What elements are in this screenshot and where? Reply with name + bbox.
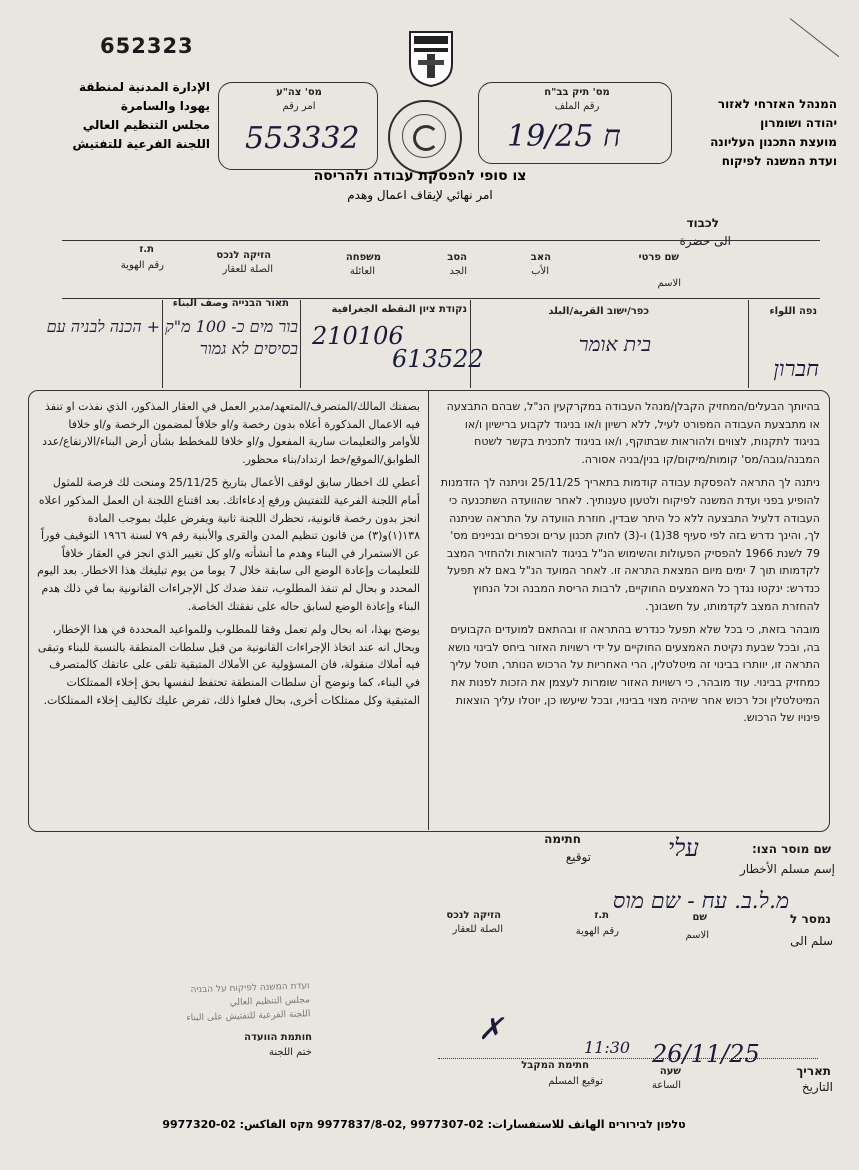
- receipt-date-ar: التاريخ: [801, 1080, 833, 1094]
- order-label-he: מס' צה"ע: [276, 87, 322, 98]
- field-coordinate-ar: النقطه الجغرافية: [331, 304, 416, 315]
- field-grandfather-he: הסב: [447, 252, 467, 263]
- receipt-time-ar: الساعة: [651, 1080, 681, 1091]
- file-label-ar: رقم الملف: [554, 101, 600, 112]
- header-ar-line: الإدارة المدنية لمنطقة: [79, 80, 210, 94]
- deliverer-signature-ar: توقيع: [565, 850, 591, 864]
- receipt-signature-mark: ✗: [478, 1012, 504, 1047]
- header-ar-line: مجلس التنظيم العالي: [82, 118, 210, 132]
- field-coordinate-label: [332, 304, 467, 315]
- delivered-name-ar: الاسم: [685, 930, 709, 941]
- title-he: צו סופי להפסקת עבודה ולהריסה: [313, 168, 527, 184]
- header-ar-line: اللجنة الفرعية للتفتيش: [72, 137, 210, 151]
- field-family-he: משפחה: [345, 252, 381, 263]
- order-number-box: [218, 82, 378, 170]
- document-number: 652323: [100, 34, 194, 58]
- field-village-he: כפר/ישוב: [607, 306, 649, 317]
- coordinate-y-value: 613522: [392, 345, 484, 373]
- field-description-he: תאור הבנייה: [231, 298, 289, 309]
- body-he-paragraph: מובהר בזאת, כי בכל שלא תפעל כנדרש בהתראה זו ובהתאם למועדים הקבועים בה, ובכל שבעת נקיטת האמצעים החוקיים על ידי רשויות האזור ביחס לבינוי נושא התראה זו, יוותרו בבינוי זה מיטלטלין, הרי האחריות על הרכוש הנותר, תוטל עליך כמחזיק בבינוי. עוד מובהר, כי רשויות האזור שומרות לעצמן את הזכות לפנות את המיטלטלין וכל רכוש אחר שיהיה מצוי בבינוי, ובכל שיעשו כן, יוטלו עליך הוצאות פינויו של הרכוש.: [447, 623, 820, 725]
- file-number-value: 19/25 ח: [507, 119, 621, 154]
- title-ar: امر نهائي لإيقاف اعمال وهدم: [347, 188, 493, 202]
- header-ar-line: يهودا والسامرة: [120, 99, 210, 113]
- header-he-line: מועצת התכנון העליונה: [710, 135, 837, 149]
- footer-contact: טלפון לבירורים الهاتف للاستفسارات: 02-9977307 ,02-9977837/8 מקס الفاكس: 02-9977320: [162, 1118, 686, 1131]
- description-value: בור מים כ- 100 מ"ק + הכנה לבניה עם בסיסים לא גמור: [46, 317, 298, 358]
- field-holding-he: הזיקה לנכס: [216, 250, 271, 261]
- receipt-signature-he: חתימת המקבל: [521, 1060, 589, 1071]
- round-seal: [388, 100, 462, 174]
- body-divider: [428, 390, 429, 830]
- delivered-label-ar: سلم الى: [790, 934, 833, 948]
- village-value: בית אומר: [578, 332, 651, 356]
- delivered-name-he: שם: [692, 912, 707, 923]
- field-village-ar: القرية/البلد: [548, 306, 604, 317]
- body-hebrew: [438, 398, 820, 823]
- field-father-ar: الأب: [531, 266, 549, 277]
- location-col-line: [748, 300, 749, 388]
- field-id-ar: رقم الهوية: [120, 260, 164, 271]
- receipt-time-value: 11:30: [584, 1038, 631, 1057]
- order-label-ar: امر رقم: [282, 101, 316, 112]
- stamp-line: اللجنة الفرعية للتفتيش على البناء: [186, 1009, 311, 1024]
- field-private-name-ar: الاسم: [657, 278, 681, 289]
- field-father-he: האב: [530, 252, 551, 263]
- field-grandfather-ar: الجد: [449, 266, 467, 277]
- person-row-line: [62, 240, 820, 241]
- delivered-label-he: נמסר ל: [790, 912, 831, 926]
- body-arabic: [36, 398, 420, 823]
- receipt-row-line: [438, 1058, 818, 1059]
- recipient-he: לכבוד: [686, 216, 719, 230]
- arabic-header: [60, 78, 210, 154]
- header-he-line: המנהל האזרחי לאזור: [717, 97, 837, 111]
- corner-pen-mark: [790, 18, 839, 57]
- body-ar-paragraph: أعطي لك اخطار سابق لوقف الأعمال بتاريخ 25/11/25 ومنحت لك فرصة للمثول أمام اللجنة الفرعية للتفتيش ورفع إدعاءاتك. بعد اقتناع اللجنة ان العمل المذكور اعلاه انجز بدون رخصة قانونية، تحظرك اللجنة ثانية ويفرض عليك بموجب المادة ١٣٨(١)و(٣) من قانون تنظيم المدن والقرى والأبنية رقم ٧٩ لسنة ١٩٦٦ التوقيف فوراً عن الاستمرار في البناء وهدم ما أنشأته و/او كل تغيير الذي انجز في العقار خلافاً للتعليمات وإعادة الوضع الى سابقة خلال 7 يوما من يوم تبليغك هذا الاخطار. بعد اليوم المحدد و بحال لم تنفذ المطلوب، تنفذ ضدك كل الإجراءات القانونية بما في ذلك هدم البناء وإعادة الوضع لسابق حاله على نفقتك الخاصة.: [37, 476, 420, 613]
- delivered-id-he: ת.ז: [594, 910, 609, 921]
- field-district-label: [769, 306, 817, 317]
- receipt-signature-ar: توقيع المسلم: [548, 1076, 603, 1087]
- field-id-he: ת.ז: [139, 244, 154, 255]
- field-village-label: [548, 306, 649, 317]
- body-he-paragraph: ניתנה לך התראה להפסקת עבודה קודמות בתאריך 25/11/25 וניתנה לך הזדמנות להופיע בפני ועדת המשנה לפיקוח ולטעון טענותיך. לאחר שהוועדה השתכנעה כי העבודה דלעיל התבצעה ללא כל היתר שבדין, חוזרת הוועדה על התראה שניתנה לך, והינך נדרש בזה לפי סעיף 38(1) ו-(3) לחוק תכנון ערים וכפרים ובניינים מס' 79 לשנת 1966 להפסיק הפעולות והשימוש הנ"ל בניגוד להוראות ולהחזיר המצב לקדמותו תוך 7 ימים מיום המצאת התראה זו. לאחר המועד הנ"ל באם לא תפעל כנדרש: ינקטו נגדך כל האמצעים החוקיים, לרבות הריסת המבנה וכל הנחוץ להחזרת המצב לקדמותו, על חשבונך.: [440, 476, 820, 613]
- field-coordinate-he: נקודת ציון: [419, 304, 467, 315]
- location-col-line: [470, 300, 471, 388]
- field-description-ar: وصف البناء: [172, 298, 229, 309]
- field-district-ar: اللواء: [769, 306, 796, 317]
- header-he-line: יהודה ושומרון: [760, 116, 837, 130]
- field-private-name-he: שם פרטי: [638, 252, 679, 263]
- body-he-paragraph: בהיותך הבעלים/המחזיק הקבלן/מנהל העבודה במקרקעין הנ"ל, שבהם התבצעה או מתבצעת העבודה המפורט לעיל, ללא רשיון ו/או בניגוד לקבוע ברישיון ו/או בניגוד לתקנות, לצווים ולהוראות שבתוקף, ו/או בניגוד לתכנית בקשר לשטח המבנה/גובה/מס' קומות/מיקום/קו בנין/בניה אסורה.: [446, 400, 820, 466]
- header-he-line: ועדת המשנה לפיקוח: [721, 154, 837, 168]
- deliverer-signature-he: חתימה: [544, 832, 581, 846]
- body-ar-paragraph: يوضح بهذا، انه بحال ولم تعمل وفقا للمطلوب وللمواعيد المحددة في هذا الإخطار، وبحال انه عند اتخاذ الإجراءات القانونية من قبل سلطات المنطقة بالنسبة للبناء وتبقى فيه أملاك منقولة، فان المسؤولية عن الأملاك المتبقية تلقى على عاتقك كالمتصرف في البناء، كما ونوضح أن سلطات المنطقة تحتفظ لنفسها بحق إخلاء الممتلكات المتبقية وكل ممتلكات أخرى، بحال فعلوا ذلك، تفرض عليك تكاليف إخلاء الممتلكات.: [37, 623, 420, 707]
- deliverer-label-he: שם מוסר הצו:: [752, 842, 831, 856]
- delivered-id-ar: رقم الهوية: [575, 926, 619, 937]
- stamp-line: مجلس التنظيم العالي: [229, 995, 311, 1009]
- order-number-value: 553332: [245, 121, 360, 156]
- file-number-box: [478, 82, 672, 164]
- emblem-icon: [408, 30, 454, 88]
- delivered-to-value: מ.ל.ב. עח - שם מוס: [612, 889, 789, 914]
- receipt-time-he: שעה: [659, 1066, 681, 1077]
- stamp-label-ar: ختم اللجنة: [268, 1047, 312, 1058]
- delivered-holding-he: הזיקה לנכס: [446, 910, 501, 921]
- field-description-label: [173, 298, 289, 309]
- body-ar-paragraph: بصفتك المالك/المتصرف/المتعهد/مدير العمل في العقار المذكور، الذي نفذت او تنفذ فيه الاعمال المذكورة أعلاه بدون رخصة و/او خلافاً لمضمون الرخصة و/او خلافا للأوامر والتعليمات سارية المفعول و/او خلافا للمخطط بشأن أرض البناء/الارتفاع/عدد الطوابق/الموقع/خط ارتداد/بناء محظور.: [42, 400, 420, 466]
- committee-stamp: [149, 979, 310, 1027]
- field-district-he: נפה: [799, 306, 817, 317]
- receipt-date-value: 26/11/25: [652, 1040, 760, 1068]
- deliverer-label-ar: إسم مسلم الأخطار: [740, 862, 835, 876]
- location-col-line: [300, 300, 301, 388]
- recipient-ar: الى حضرة: [679, 234, 731, 248]
- district-value: חברון: [773, 357, 819, 382]
- stamp-line: ועדת המשנה לפיקוח על הבניה: [190, 981, 310, 996]
- field-family-ar: العائلة: [349, 266, 375, 277]
- deliverer-value: עלי: [667, 834, 699, 862]
- field-holding-ar: الصلة للعقار: [222, 264, 273, 275]
- receipt-date-he: תאריך: [796, 1064, 831, 1078]
- file-label-he: מס' תיק בב"ח: [544, 87, 610, 98]
- coordinate-x-value: 210106: [312, 322, 404, 350]
- delivered-holding-ar: الصلة للعقار: [452, 924, 503, 935]
- stamp-label-he: חותמת הוועדה: [244, 1032, 312, 1043]
